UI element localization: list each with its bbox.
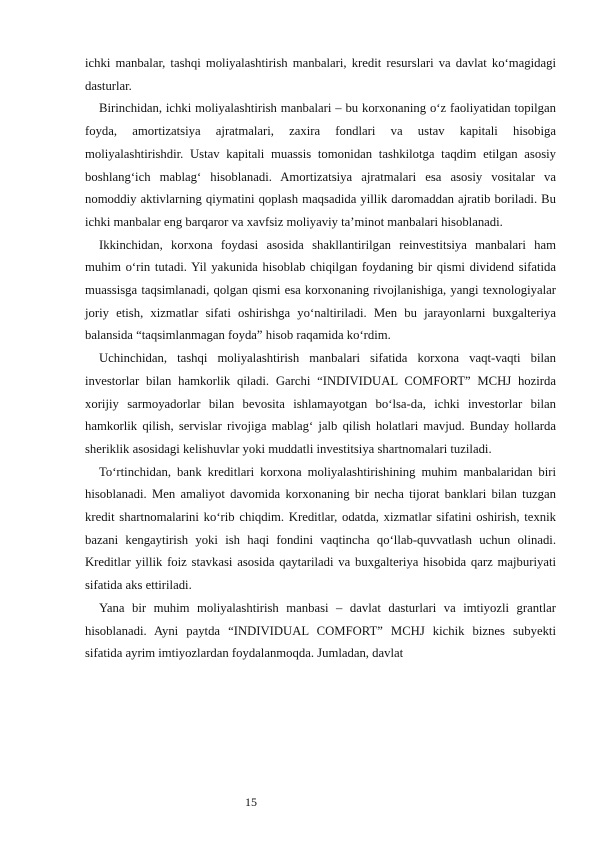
paragraph-external-sources: Uchinchidan, tashqi moliyalashtirish manbalari sifatida korxona vaqt-vaqti bilan investorlar bilan hamkorlik qiladi. Garchi “INDIVIDUAL COMFORT” MCHJ hozirda xorijiy sarmoyadorlar bilan bevosita ishlamayotgan bo‘lsa-da, ichki investorlar bilan hamkorlik qilish, servislar rivojiga mablag‘ jalb qilish holatlari mavjud. Bunday hollarda sheriklik asosidagi kelishuvlar yoki muddatli investitsiya shartnomalari tuziladi.	[85, 351, 556, 456]
paragraph-bank-credits: To‘rtinchidan, bank kreditlari korxona moliyalashtirishining muhim manbalaridan biri hisoblanadi. Men amaliyot davomida korxonaning bir necha tijorat banklari bilan tuzgan kredit shartnomalarini ko‘rib chiqdim. Kreditlar, odatda, xizmatlar sifatini oshirish, texnik bazani kengaytirish yoki ish haqi fondini vaqtincha qo‘llab-quvvatlash uchun olinadi. Kreditlar yillik foiz stavkasi asosida qaytariladi va buxgalteriya hisobida qarz majburiyati sifatida aks ettiriladi.	[85, 464, 556, 593]
page-number: 15	[245, 795, 257, 809]
paragraph-reinvestment: Ikkinchidan, korxona foydasi asosida shakllantirilgan reinvestitsiya manbalari ham muhim o‘rin tutadi. Yil yakunida hisoblab chiqilgan foydaning bir qismi dividend sifatida muassisga taqsimlanadi, qolgan qismi esa korxonaning rivojlanishiga, yangi texnologiyalar joriy etish, xizmatlar sifati oshirishga yo‘naltiriladi. Men bu jarayonlarni buxgalteriya balansida “taqsimlanmagan foyda” hisob raqamida ko‘rdim.	[85, 237, 556, 343]
paragraph-state-programs: Yana bir muhim moliyalashtirish manbasi – davlat dasturlari va imtiyozli grantlar hisoblanadi. Ayni paytda “INDIVIDUAL COMFORT” MCHJ kichik biznes subyekti sifatida ayrim imtiyozlardan foydalanmoqda. Jumladan, davlat	[85, 600, 556, 661]
paragraph-internal-sources: Birinchidan, ichki moliyalashtirish manbalari – bu korxonaning o‘z faoliyatidan topilgan foyda, amortizatsiya ajratmalari, zaxira fondlari va ustav kapitali hisobiga moliyalashtirishdir. Ustav kapitali muassis tomonidan tashkilotga taqdim etilgan asosiy boshlang‘ich mablag‘ hisoblanadi. Amortizatsiya ajratmalari esa asosiy vositalar va nomoddiy aktivlarning qiymatini qoplash maqsadida yillik daromaddan ajratib boriladi. Bu ichki manbalar eng barqaror va xavfsiz moliyaviy ta’minot manbalari hisoblanadi.	[85, 101, 556, 229]
document-body	[85, 52, 556, 665]
paragraph-continuation: ichki manbalar, tashqi moliyalashtirish manbalari, kredit resurslari va davlat ko‘magidagi dasturlar.	[85, 56, 556, 93]
